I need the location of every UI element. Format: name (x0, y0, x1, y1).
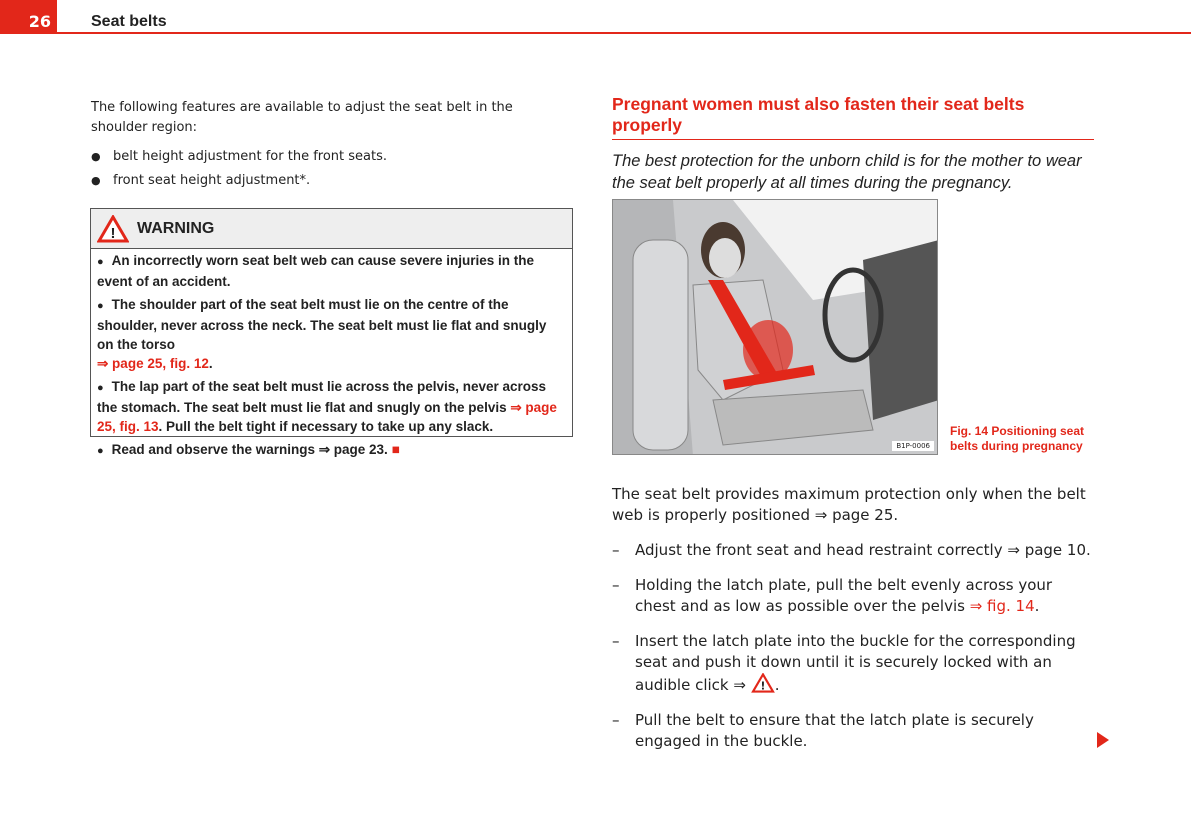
warning-item: The shoulder part of the seat belt must lie on the centre of the shoulder, never across the neck. The seat belt must lie flat and snugly on the torso (97, 297, 547, 352)
figure-link[interactable]: ⇒ fig. 14 (969, 597, 1035, 615)
next-page-arrow-icon[interactable] (1097, 732, 1109, 748)
svg-text:!: ! (110, 224, 116, 242)
svg-text:!: ! (760, 679, 766, 693)
warning-triangle-icon (97, 215, 129, 243)
lead-text: The best protection for the unborn child is for the mother to wear the seat belt properly at all times during the pregnancy. (612, 152, 1082, 192)
left-column (91, 98, 573, 195)
warning-item: The lap part of the seat belt must lie across the pelvis, never across the stomach. The seat belt must lie flat and snugly on the pelvis (97, 379, 547, 415)
step-item: – Insert the latch plate into the buckle for the corresponding seat and push it down until it is securely locked with an audible click ⇒ ! . (612, 631, 1094, 696)
step-item: – Pull the belt to ensure that the latch plate is securely engaged in the buckle. (612, 710, 1094, 752)
page-number: 26 (0, 0, 57, 34)
figure-code: B1P-0006 (892, 441, 934, 451)
page-link[interactable]: ⇒ page 25, fig. 13 (97, 400, 557, 434)
page-link[interactable]: ⇒ page 25, fig. 12 (97, 356, 209, 371)
chapter-title: Seat belts (91, 13, 167, 30)
header-rule (57, 32, 1191, 34)
figure-pregnant-seatbelt (612, 199, 938, 455)
step-item: – Adjust the front seat and head restraint correctly ⇒ page 10. (612, 540, 1094, 561)
right-column (612, 94, 1094, 194)
step-item: – Holding the latch plate, pull the belt evenly across your chest and as low as possible over the pelvis ⇒ fig. 14. (612, 575, 1094, 617)
figure-caption: Fig. 14 Positioning seat belts during pregnancy (950, 424, 1085, 453)
warning-item-cont: . Pull the belt tight if necessary to take up any slack. (158, 419, 494, 434)
warning-item: An incorrectly worn seat belt web can cause severe injuries in the event of an accident. (97, 253, 535, 289)
warning-box: ! WARNING ● An incorrectly worn seat belt web can cause severe injuries in the event of an accident. ● The shoulder part of the seat belt must lie on the centre of the shoulder, never across the neck. The seat belt must lie flat and snugly on the torso ⇒ page 25, fig. 12. ● The lap part of the seat belt must lie across the pelvis, never across the stomach. The seat belt must lie flat and snugly on the pelvis ⇒ page 25, fig. 13. Pull the belt tight if necessary to take up any slack. ● Read and observe the warnings ⇒ page 23. ■ (90, 208, 573, 437)
body-text (612, 484, 1094, 766)
end-marker-icon: ■ (391, 442, 400, 457)
illustration (613, 200, 938, 455)
intro-text: The following features are available to adjust the seat belt in the shoulder region: (91, 100, 513, 135)
warning-item: Read and observe the warnings ⇒ page 23. (111, 442, 388, 457)
warning-triangle-icon[interactable] (751, 673, 775, 693)
section-heading: Pregnant women must also fasten their seat belts properly (612, 94, 1094, 140)
bullet-item: ● belt height adjustment for the front seats. (91, 147, 573, 167)
step-text: Insert the latch plate into the buckle for the corresponding seat and push it down until it is securely locked with an audible click ⇒ (635, 632, 1076, 694)
bullet-item: ● front seat height adjustment*. (91, 171, 573, 191)
step-text: Holding the latch plate, pull the belt evenly across your chest and as low as possible over the pelvis (635, 576, 1053, 615)
paragraph: The seat belt provides maximum protection only when the belt web is properly positioned ⇒ page 25. (612, 485, 1086, 524)
warning-title: WARNING (137, 219, 215, 237)
